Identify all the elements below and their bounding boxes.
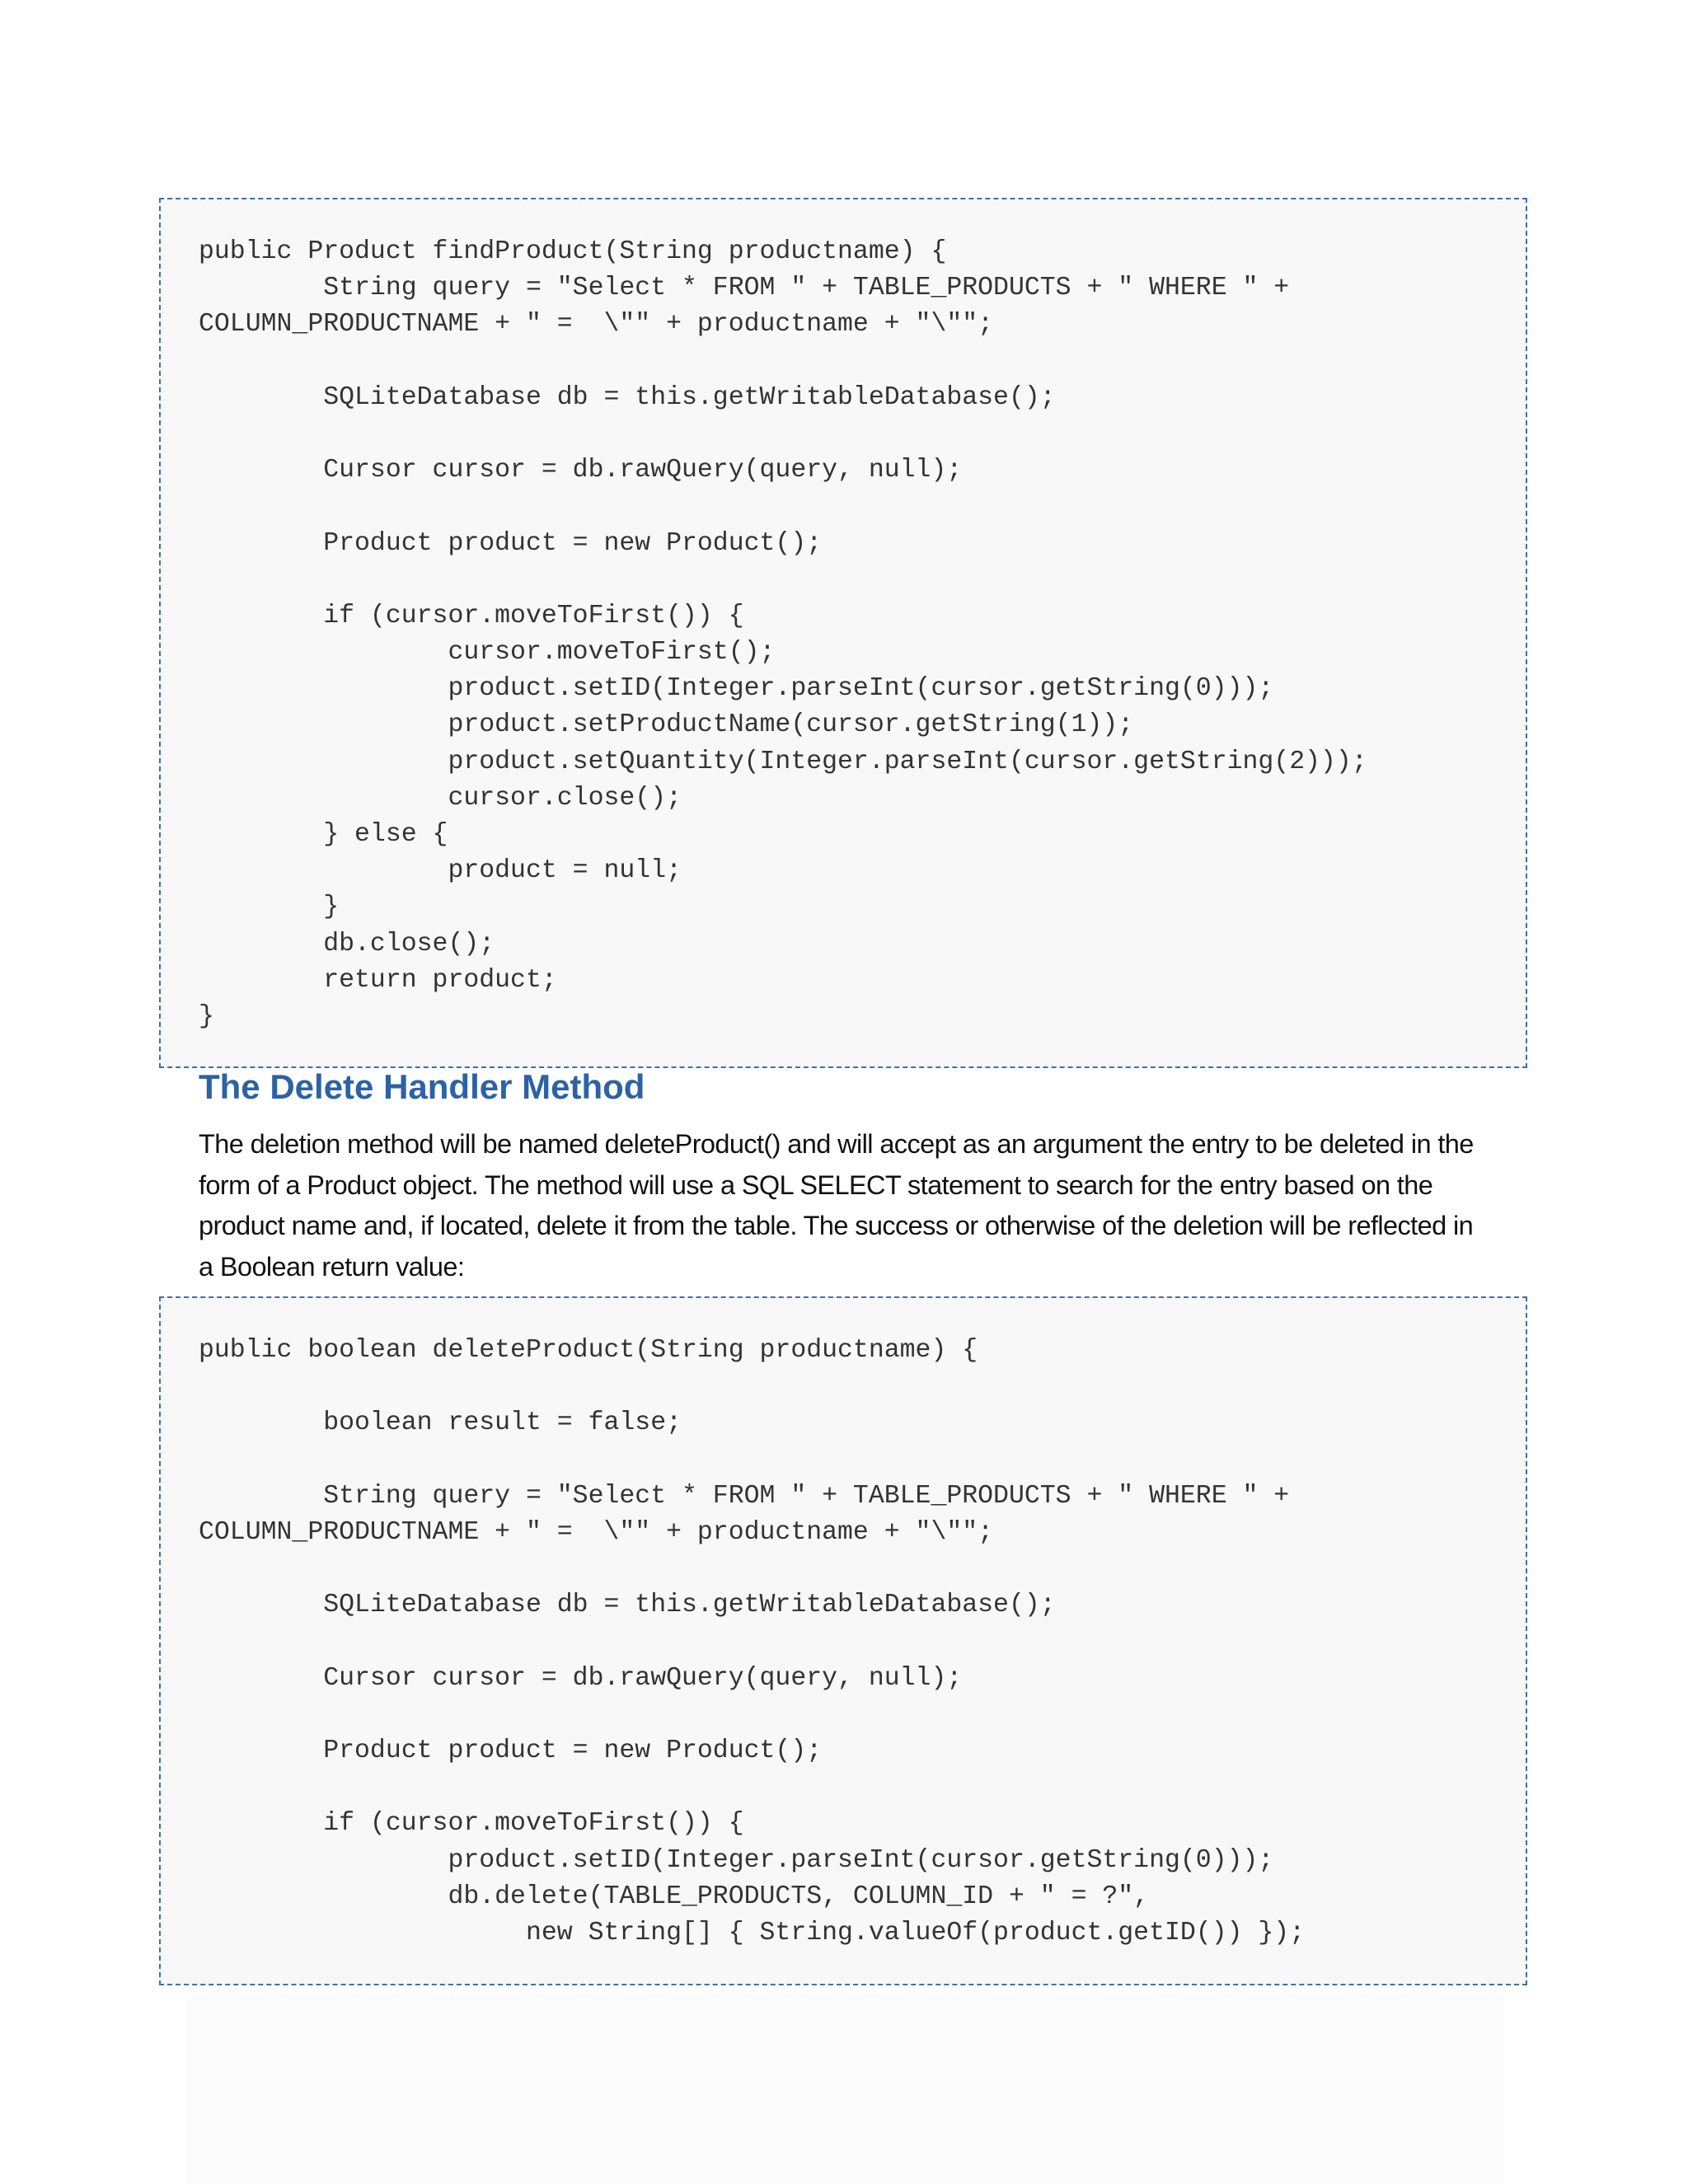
page-bottom-area [185, 1994, 1504, 2184]
code-line [199, 1697, 1488, 1733]
code-line: Product product = new Product(); [199, 1736, 823, 1766]
code-line: product.setProductName(cursor.getString(1)); [199, 710, 1134, 740]
code-line: Product product = new Product(); [199, 528, 823, 558]
code-line: COLUMN_PRODUCTNAME + " = \"" + productname + "\""; [199, 1517, 994, 1547]
code-line: } else { [199, 820, 448, 849]
code-line: } [199, 1001, 214, 1031]
code-line: return product; [199, 965, 557, 995]
code-line [199, 562, 1488, 598]
code-line: public boolean deleteProduct(String productname) { [199, 1336, 978, 1365]
code-line [199, 344, 1488, 380]
code-line [199, 1442, 1488, 1479]
code-line: } [199, 893, 340, 922]
code-line: product.setID(Integer.parseInt(cursor.getString(0))); [199, 674, 1274, 704]
code-line: SQLiteDatabase db = this.getWritableDatabase(); [199, 382, 1056, 412]
code-line: cursor.close(); [199, 783, 682, 813]
code-block-delete-product [159, 1296, 1527, 1985]
code-line: public Product findProduct(String productname) { [199, 237, 947, 266]
code-line [199, 416, 1488, 452]
code-line: db.close(); [199, 929, 495, 958]
code-line: String query = "Select * FROM " + TABLE_PRODUCTS + " WHERE " + [199, 1481, 1290, 1511]
code-line: boolean result = false; [199, 1408, 682, 1438]
code-line [199, 1369, 1488, 1405]
code-line: db.delete(TABLE_PRODUCTS, COLUMN_ID + " = ?", [199, 1882, 1150, 1911]
code-line: COLUMN_PRODUCTNAME + " = \"" + productname + "\""; [199, 310, 994, 340]
code-line: new String[] { String.valueOf(product.getID()) }); [199, 1919, 1306, 1947]
code-line [199, 1624, 1488, 1661]
code-line: if (cursor.moveToFirst()) { [199, 601, 744, 630]
code-line [199, 1769, 1488, 1806]
section-paragraph: The deletion method will be named deleteProduct() and will accept as an argument the entry to be deleted in the form of a Product object. The method will use a SQL SELECT statement to search for the entry based on the product name and, if located, delete it from the table. The success or otherwise of the deletion will be reflected in a Boolean return value: [199, 1129, 1474, 1282]
code-line: cursor.moveToFirst(); [199, 638, 776, 668]
code-line: product = null; [199, 856, 682, 886]
code-line: Cursor cursor = db.rawQuery(query, null); [199, 1663, 963, 1693]
code-line: Cursor cursor = db.rawQuery(query, null); [199, 456, 963, 485]
code-line: SQLiteDatabase db = this.getWritableDatabase(); [199, 1591, 1056, 1620]
section-heading: The Delete Handler Method [199, 1067, 645, 1106]
code-line: product.setID(Integer.parseInt(cursor.getString(0))); [199, 1845, 1274, 1875]
code-line: if (cursor.moveToFirst()) { [199, 1809, 744, 1839]
code-line [199, 1551, 1488, 1587]
code-line: String query = "Select * FROM " + TABLE_PRODUCTS + " WHERE " + [199, 274, 1290, 303]
code-block-find-product [159, 198, 1527, 1068]
code-line: product.setQuantity(Integer.parseInt(cursor.getString(2))); [199, 747, 1367, 776]
code-line [199, 489, 1488, 525]
